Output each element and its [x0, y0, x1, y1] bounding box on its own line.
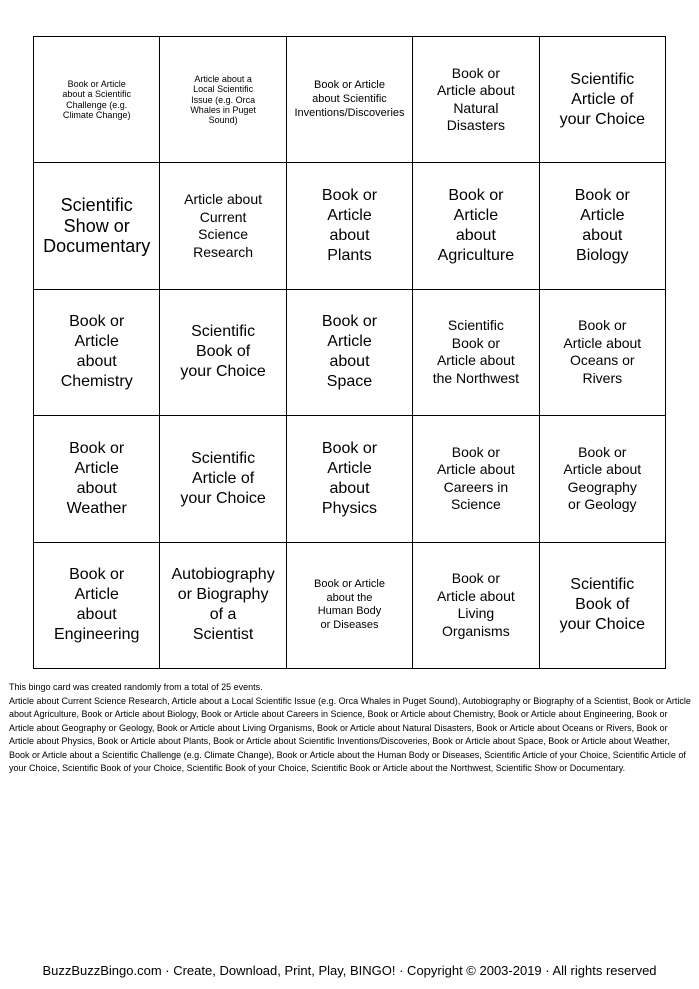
cell-text: Book or Article about Physics — [321, 439, 378, 517]
cell-text: Book or Article about Space — [321, 313, 378, 391]
cell-text: Scientific Article of your Choice — [559, 70, 645, 128]
cell-text: Book or Article about Weather — [66, 439, 127, 517]
footer-copyright: BuzzBuzzBingo.com · Create, Download, Print, Play, BINGO! · Copyright © 2003-2019 · All rights reserved — [42, 963, 657, 978]
bingo-cell — [287, 543, 413, 669]
bingo-cell — [413, 37, 539, 163]
bingo-cell — [160, 37, 286, 163]
bingo-cell — [413, 416, 539, 542]
cell-text: Book or Article about Chemistry — [60, 313, 133, 391]
cell-text: Book or Article about Agriculture — [437, 187, 515, 265]
cell-text: Article about Current Science Research — [184, 191, 262, 260]
bingo-cell — [540, 416, 666, 542]
notes-event-list: Article about Current Science Research, Article about a Local Scientific Issue (e.g. Orca Whales in Puget Sound), Autobiography or Biography of a Scientist, Book or Article about Agriculture, Book or Article about Biology, Book or Article about Careers in Science, Book or Article about Chemistry, Book or Article about Engineering, Book or Article about Geography or Geology, Book or Article about Living Organisms, Book or Article about Natural Disasters, Book or Article about Oceans or Rivers, Book or Article about Physics, Book or Article about Plants, Book or Article about Scientific Inventions/Discoveries, Book or Article about Space, Book or Article about Weather, Book or Article about a Scientific Challenge (e.g. Climate Change), Book or Article about the Human Body or Diseases, Scientific Article of your Choice, Scientific Article of your Choice, Scientific Book of your Choice, Scientific Book of your Choice, Scientific Book or Article about the Northwest, Scientific Show or Documentary. — [9, 695, 691, 773]
bingo-cell — [287, 290, 413, 416]
bingo-cell — [160, 163, 286, 289]
cell-text: Book or Article about Plants — [321, 187, 378, 265]
cell-text: Book or Article about Biology — [574, 187, 630, 265]
bingo-cell — [34, 290, 160, 416]
card-notes — [9, 681, 691, 776]
cell-text: Book or Article about Scientific Inventions/Discoveries — [294, 79, 405, 119]
bingo-cell — [413, 290, 539, 416]
bingo-cell — [540, 163, 666, 289]
bingo-cell — [34, 37, 160, 163]
cell-text: Book or Article about Careers in Science — [436, 443, 515, 513]
cell-text: Book or Article about Geography or Geology — [563, 443, 642, 513]
bingo-cell — [160, 543, 286, 669]
notes-intro: This bingo card was created randomly from a total of 25 events. — [9, 682, 263, 692]
cell-text: Book or Article about Natural Disasters — [436, 64, 515, 134]
bingo-cell — [413, 543, 539, 669]
bingo-cell — [160, 416, 286, 542]
bingo-cell — [287, 37, 413, 163]
cell-text: Scientific Book of your Choice — [180, 323, 266, 381]
cell-text: Autobiography or Biography of a Scientist — [171, 566, 275, 644]
cell-text: Book or Article about Oceans or Rivers — [563, 317, 642, 386]
cell-text: Scientific Book of your Choice — [559, 576, 645, 634]
bingo-cell — [287, 416, 413, 542]
cell-text: Scientific Book or Article about the Northwest — [432, 317, 520, 386]
cell-text: Book or Article about Living Organisms — [436, 570, 515, 639]
cell-text: Book or Article about the Human Body or Diseases — [314, 577, 385, 632]
bingo-cell — [540, 290, 666, 416]
bingo-cell — [287, 163, 413, 289]
bingo-cell — [34, 416, 160, 542]
cell-text: Book or Article about a Scientific Challenge (e.g. Climate Change) — [62, 79, 131, 121]
bingo-cell — [540, 37, 666, 163]
bingo-board — [33, 36, 666, 669]
bingo-cell — [34, 543, 160, 669]
bingo-cell — [413, 163, 539, 289]
bingo-cell — [160, 290, 286, 416]
bingo-cell — [540, 543, 666, 669]
bingo-cell — [34, 163, 160, 289]
cell-text: Scientific Article of your Choice — [180, 449, 266, 507]
cell-text: Scientific Show or Documentary — [43, 195, 151, 257]
cell-text: Article about a Local Scientific Issue (e.g. Orca Whales in Puget Sound) — [190, 73, 256, 126]
cell-text: Book or Article about Engineering — [53, 566, 140, 644]
